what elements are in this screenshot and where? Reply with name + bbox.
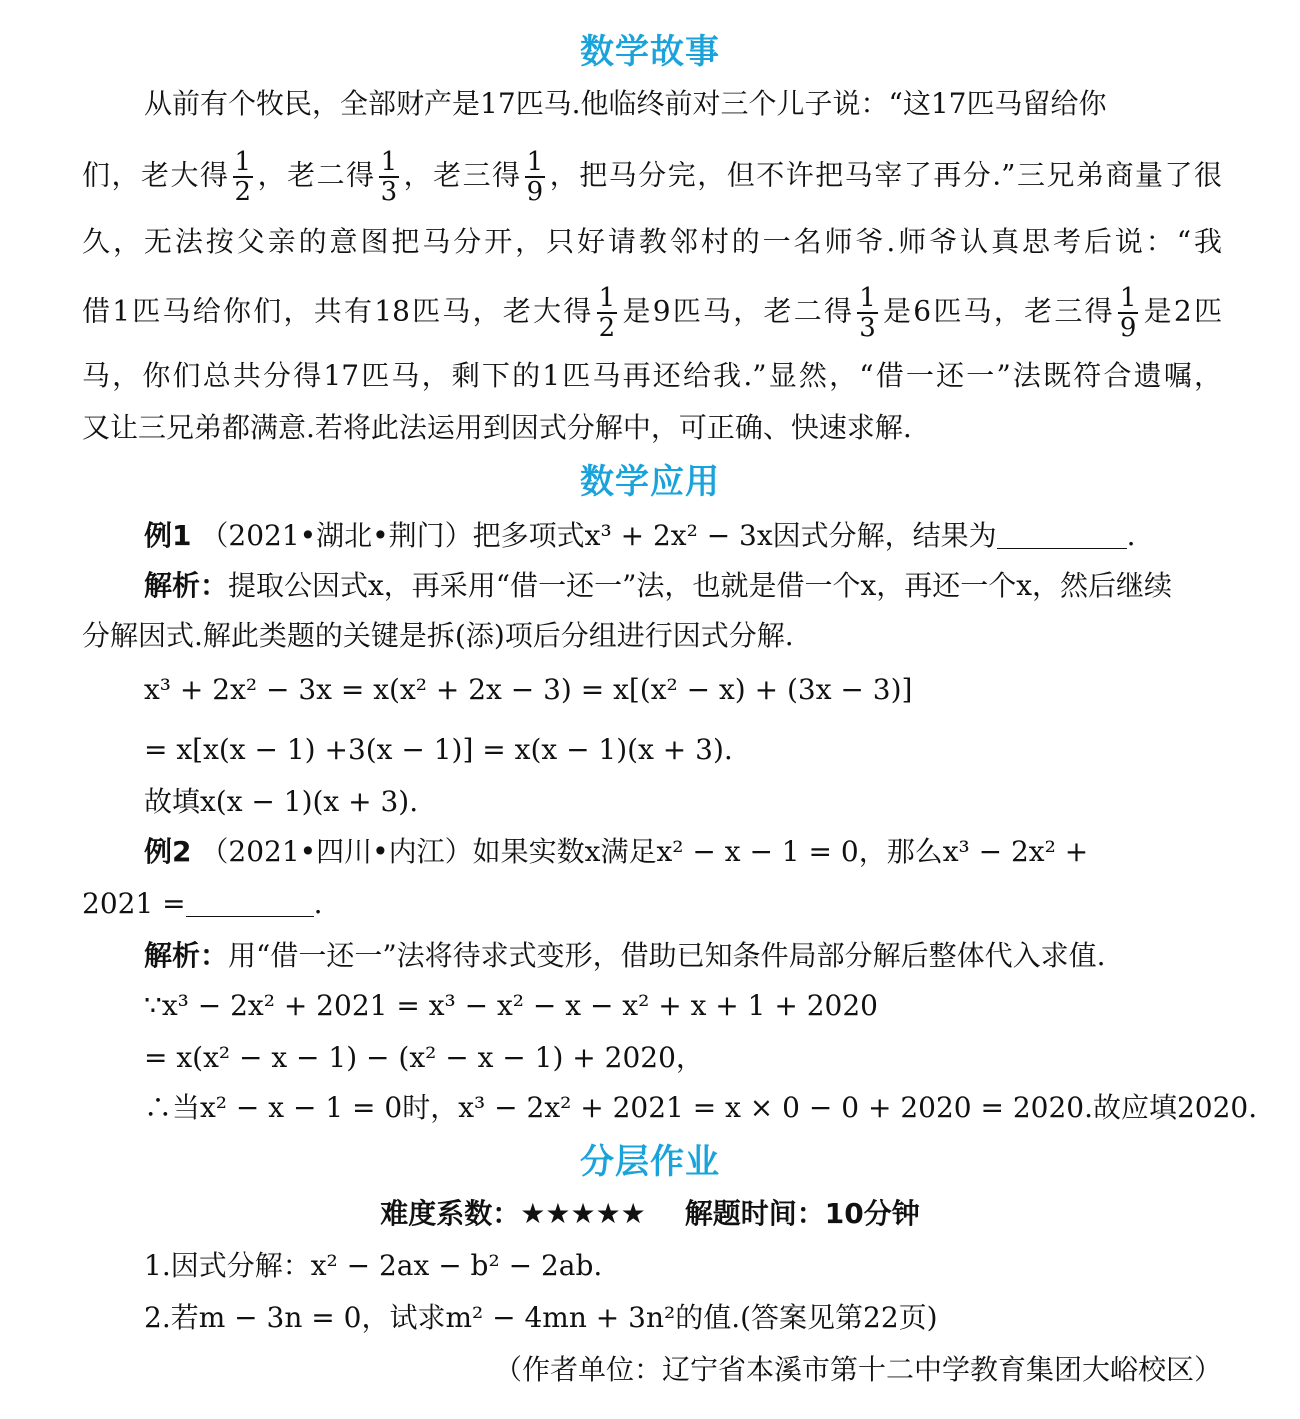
solution-1-line-2: 分解因式.解此类题的关键是拆(添)项后分组进行因式分解. bbox=[82, 619, 794, 652]
example-1: 例1 （2021•湖北•荆门）把多项式x³ + 2x² − 3x因式分解，结果为 . bbox=[144, 519, 1136, 552]
homework-heading: 分层作业 bbox=[580, 1142, 720, 1182]
story-line-2: 们，老大得 $\frac{1}{2}$ ，老二得 $\frac{1}{3}$ ，老三得 $\frac{1}{9}$ ，把马分完，但不许把马宰了再分.”三兄弟商量了很 bbox=[82, 147, 1222, 207]
fraction-third: $\frac{1}{3}$ bbox=[859, 283, 876, 343]
example-2-label: 例2 bbox=[144, 835, 192, 868]
example-2-line-2: 2021 = . bbox=[82, 887, 323, 920]
homework-question-2: 2.若m − 3n = 0，试求m² − 4mn + 3n²的值.(答案见第22页) bbox=[144, 1301, 938, 1334]
story-line-3: 久，无法按父亲的意图把马分开，只好请教邻村的一名师爷.师爷认真思考后说：“我 bbox=[82, 225, 1222, 258]
solution-1-answer: 故填x(x − 1)(x + 3). bbox=[144, 785, 419, 818]
solution-2-equation-3: ∴当x² − x − 1 = 0时，x³ − 2x² + 2021 = x × 0 − 0 + 2020 = 2020.故应填2020. bbox=[144, 1091, 1258, 1124]
solution-2-equation-1: ∵x³ − 2x² + 2021 = x³ − x² − x − x² + x + 1 + 2020 bbox=[144, 989, 878, 1022]
example-2: 例2 （2021•四川•内江）如果实数x满足x² − x − 1 = 0，那么x³ − 2x² + bbox=[144, 835, 1089, 868]
answer-blank bbox=[186, 888, 314, 917]
application-heading: 数学应用 bbox=[580, 462, 720, 502]
example-1-label: 例1 bbox=[144, 519, 192, 552]
fraction-ninth: $\frac{1}{9}$ bbox=[526, 147, 544, 207]
story-line-5: 马，你们总共分得17匹马，剩下的1匹马再还给我.”显然，“借一还一”法既符合遗嘱， bbox=[82, 359, 1222, 392]
solution-1-line-1: 解析：提取公因式x，再采用“借一还一”法，也就是借一个x，再还一个x，然后继续 bbox=[144, 569, 1173, 602]
homework-question-1: 1.因式分解：x² − 2ax − b² − 2ab. bbox=[144, 1249, 603, 1282]
fraction-half: $\frac{1}{2}$ bbox=[234, 147, 252, 207]
story-heading: 数学故事 bbox=[580, 32, 720, 72]
solution-2-equation-2: = x(x² − x − 1) − (x² − x − 1) + 2020， bbox=[144, 1041, 704, 1074]
solution-label: 解析： bbox=[144, 939, 229, 972]
story-line-4: 借1匹马给你们，共有18匹马，老大得 $\frac{1}{2}$ 是9匹马，老二得 $\frac{1}{3}$ 是6匹马，老三得 $\frac{1}{9}$ 是2匹 bbox=[82, 283, 1222, 343]
solution-1-equation-1: x³ + 2x² − 3x = x(x² + 2x − 3) = x[(x² − x) + (3x − 3)] bbox=[144, 673, 913, 706]
fraction-third: $\frac{1}{3}$ bbox=[380, 147, 398, 207]
story-line-6: 又让三兄弟都满意.若将此法运用到因式分解中，可正确、快速求解. bbox=[82, 411, 912, 444]
answer-blank bbox=[997, 520, 1127, 549]
homework-meta: 难度系数：★★★★★ 解题时间：10分钟 bbox=[380, 1197, 920, 1230]
fraction-ninth: $\frac{1}{9}$ bbox=[1119, 283, 1137, 343]
solution-2-line-1: 解析：用“借一还一”法将待求式变形，借助已知条件局部分解后整体代入求值. bbox=[144, 939, 1106, 972]
solution-1-equation-2: = x[x(x − 1) +3(x − 1)] = x(x − 1)(x + 3). bbox=[144, 733, 733, 766]
fraction-half: $\frac{1}{2}$ bbox=[598, 283, 616, 343]
story-line-1: 从前有个牧民，全部财产是17匹马.他临终前对三个儿子说：“这17匹马留给你 bbox=[144, 87, 1107, 120]
solution-label: 解析： bbox=[144, 569, 229, 602]
author-affiliation: （作者单位：辽宁省本溪市第十二中学教育集团大峪校区） bbox=[493, 1353, 1222, 1386]
